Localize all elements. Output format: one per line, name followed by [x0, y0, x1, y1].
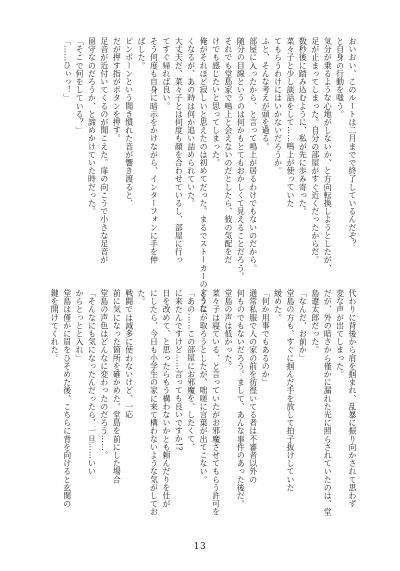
text-line: ばした。	[137, 37, 147, 70]
text-line: 「なんだ、お前か」	[298, 289, 308, 362]
text-block-bottom	[36, 289, 358, 529]
text-line: だが押す指がボタンを押す。	[112, 37, 122, 143]
text-line: 菜々子と少し談話をして……鳴上が使っていた	[285, 37, 295, 208]
text-line: 堂島は僅かに眉をひそめた後、こちらに背を向けると玄関の	[62, 289, 72, 508]
text-line: 堂島の方も、すぐに掴んだ手を放して拍子抜けしていた	[285, 289, 295, 492]
text-line: 変な声が出てしまった。	[335, 289, 345, 379]
text-line: どうにか取ろうとしたが、咄嗟に言葉が出てこない。	[199, 289, 209, 484]
text-line: おいおい、このルートは二月までで終了しているんだぞ？	[348, 37, 357, 248]
text-line: 部屋に入ったから、と言って鳴上が居るわけでもないのだから。	[248, 37, 258, 272]
text-line: に来たんですけど……言っても良いですか!?	[174, 289, 184, 451]
text-line: 堂島の声色はどんなに変わったのだろう……。	[99, 289, 109, 460]
text-line: 緩めた。	[273, 289, 283, 322]
text-line: 気分が乗るような心地がしないか、と方向転換しようとしたが、	[323, 37, 333, 272]
text-line: た。	[137, 289, 147, 306]
text-line: 俺がそれほど寂しいと思えたのは初めてだった。まるでストーカーのような、	[199, 37, 209, 321]
text-line: 菜々子は寝ている、と言っていたがお邪魔させてもらう許可を	[211, 289, 221, 516]
text-line: そう何度も自身に暗示をかけながら、インターフォンに手を伸	[149, 37, 159, 264]
text-line: けでも感じたいと思ってしまった。	[211, 37, 221, 167]
text-line: てもらうわけにはいかないだろうか。	[273, 37, 283, 175]
text-line: 「そこで何をしている？」	[75, 37, 85, 135]
text-line: 前に気になった箇所を確かめた。堂島を前にした場合	[112, 289, 122, 484]
text-line: 通常私服で人の家の前を彷徨いてる者は不審者以外の	[248, 289, 258, 484]
text-line: 戦闘では減多に使わないけど、一応	[124, 289, 134, 419]
text-line: 「何か用事でもあるのか」	[261, 289, 271, 387]
text-line: くなるが、あの時は何か追い詰められていた。	[186, 37, 196, 208]
text-line: ふと、そんな考えが頭を過る。	[261, 37, 271, 151]
text-line: 日を改めて、と思ったらもう構わないかとも頼んだりを仕が	[161, 289, 171, 508]
text-line: 「あの……この部屋にお邪魔を、したくて、	[186, 289, 196, 451]
text-line: ピンポーンという聞き慣れた音が響き渡ると、	[124, 37, 134, 208]
text-line: にしたら、今日も小学生の家に来て構わないような気がしてお	[149, 289, 159, 516]
text-line: 代わりに背後から肩を掴まれ、乱暴に振り向かされて思わず	[348, 289, 357, 508]
page-number: 13	[193, 542, 207, 552]
text-line: それでも堂島家で鳴上と会えないのだとしたら、彼の気配をだ	[223, 37, 233, 264]
text-line: 「……ひぃっ！」	[62, 37, 72, 102]
text-line: 随分の目線というのは何かもとてもおかしくて見えることだろう。	[236, 37, 246, 280]
text-line: 大丈夫だ、菜々子とは何度も顔を合わせているし、部屋に行っ	[174, 37, 184, 264]
text-line: 足が止まってしまった。自分の部屋がすぐ近くだったからだ。	[310, 37, 320, 264]
text-line: と自身の行動を嗤う。	[335, 37, 345, 118]
text-line: 鍵を開けてくれた。	[50, 289, 60, 362]
text-line: 留守なのだろうか、と諦めかけていた時だった。	[87, 37, 97, 216]
text-line: からとっとと入れ」	[75, 289, 85, 362]
text-line: 「そんなにも気になったんだったら、一旦……いい	[87, 289, 97, 476]
text-line: 島遼太郎だった。	[310, 289, 320, 354]
text-line: だが、外の暗さから僅かに漏れた光に照らされていたのは、堂	[323, 289, 333, 516]
text-line: てすぐ帰れば良い。	[161, 37, 171, 110]
text-line: 足音が近付いてくるのが聞こえた。扉の向こうで小さな足音が	[99, 37, 109, 264]
text-line: 何ものでもないだろう。まして、あんな事件のあった後だ。	[236, 289, 246, 508]
text-line: 堂島の声は低かった。	[223, 289, 233, 370]
text-line: 数秒後に踏み込むように、私が先に歩み寄った。	[298, 37, 308, 216]
